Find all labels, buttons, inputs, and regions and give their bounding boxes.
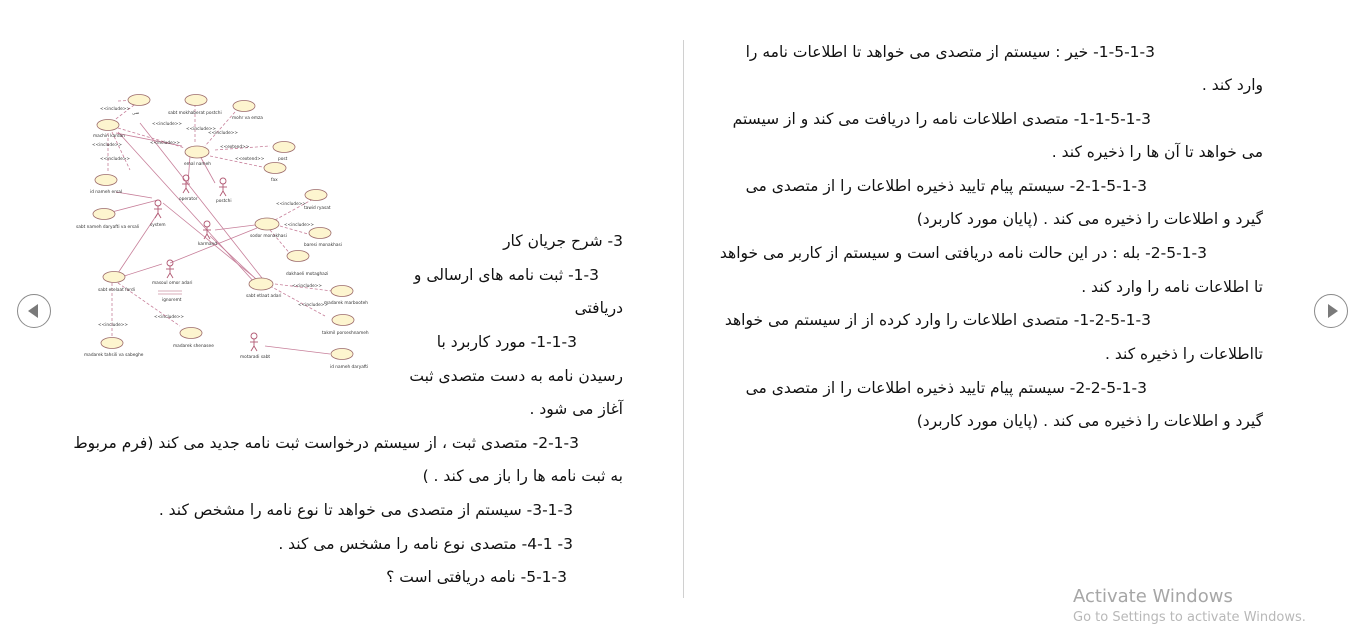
svg-text:system: system: [150, 223, 166, 228]
svg-text:post: post: [278, 157, 288, 162]
text-line: دریافتی: [574, 299, 623, 317]
text-line: 3-1-3- سیستم از متصدی می خواهد تا نوع نامه را مشخص کند .: [158, 501, 573, 519]
previous-page-button[interactable]: [17, 294, 51, 328]
svg-text:dakhaeli motaghazi: dakhaeli motaghazi: [286, 272, 329, 277]
svg-text:<<include>>: <<include>>: [298, 303, 328, 308]
text-line: گیرد و اطلاعات را ذخیره می کند . (پایان مورد کاربرد): [916, 210, 1263, 228]
text-line: 2-2-5-1-3- سیستم پیام تایید ذخیره اطلاعات را از متصدی می: [745, 379, 1147, 397]
svg-text:madarek shenasee: madarek shenasee: [173, 344, 214, 349]
text-line: وارد کند .: [1201, 76, 1263, 94]
svg-text:madarek tahsili va sabeghe: madarek tahsili va sabeghe: [84, 353, 144, 358]
chevron-right-icon: [1328, 304, 1338, 318]
left-page: [0, 0, 683, 620]
next-page-button[interactable]: [1314, 294, 1348, 328]
text-line: 1-2-5-1-3- متصدی اطلاعات را وارد کرده از از سیستم می خواهد: [724, 311, 1151, 329]
chevron-left-icon: [28, 304, 38, 318]
svg-text:<<include>>: <<include>>: [92, 143, 122, 148]
svg-text:id nameh daryafti: id nameh daryafti: [330, 365, 369, 370]
text-line: 1-3- ثبت نامه های ارسالی و: [413, 266, 599, 284]
activate-windows-title: Activate Windows: [1073, 586, 1233, 607]
svg-text:fax: fax: [271, 178, 278, 183]
svg-text:<<extend>>: <<extend>>: [235, 157, 265, 162]
text-line: گیرد و اطلاعات را ذخیره می کند . (پایان مورد کاربرد): [916, 412, 1263, 430]
text-line: به ثبت نامه ها را باز می کند . ): [422, 467, 623, 485]
svg-text:<<include>>: <<include>>: [186, 127, 216, 132]
text-line: 5-1-3- نامه دریافتی است ؟: [386, 568, 567, 586]
svg-text:<<include>>: <<include>>: [150, 141, 180, 146]
use-case-diagram: [70, 88, 370, 378]
text-line: 2-5-1-3- بله : در این حالت نامه دریافتی است و سیستم از کاربر می خواهد: [719, 244, 1207, 262]
svg-text:tawid ryasat: tawid ryasat: [304, 206, 331, 211]
svg-text:<<include>>: <<include>>: [98, 323, 128, 328]
text-line: 2-1-3- متصدی ثبت ، از سیستم درخواست ثبت نامه جدید می کند (فرم مربوط: [73, 434, 579, 452]
text-line: 1-1-5-1-3- متصدی اطلاعات نامه را دریافت می کند و از سیستم: [732, 110, 1151, 128]
svg-text:emal nameh: emal nameh: [184, 162, 211, 167]
svg-text:mohr va emza: mohr va emza: [232, 116, 263, 121]
text-line: 1-1-3- مورد کاربرد با: [436, 333, 577, 351]
svg-text:<<include>>: <<include>>: [100, 107, 130, 112]
svg-text:machin kardan: machin kardan: [93, 134, 126, 139]
svg-text:operator: operator: [179, 197, 198, 202]
svg-text:madarek marbooteh: madarek marbooteh: [324, 301, 368, 306]
text-line: 3- 4-1- متصدی نوع نامه را مشخس می کند .: [278, 535, 573, 553]
svg-text:sabt mokhaberat postchi: sabt mokhaberat postchi: [168, 111, 222, 116]
text-line: تااطلاعات را ذخیره کند .: [1105, 345, 1263, 363]
text-line: آغاز می شود .: [529, 400, 623, 418]
svg-text:<<include>>: <<include>>: [100, 157, 130, 162]
svg-text:منی: منی: [132, 111, 140, 116]
svg-text:<<include>>: <<include>>: [292, 284, 322, 289]
svg-text:baresi monakhasi: baresi monakhasi: [304, 243, 342, 248]
text-line: تا اطلاعات نامه را وارد کند .: [1081, 278, 1263, 296]
svg-text:<<include>>: <<include>>: [208, 131, 238, 136]
section-heading: 3- شرح جریان کار: [503, 232, 623, 250]
svg-text:id nameh ersal: id nameh ersal: [90, 190, 123, 195]
svg-text:ignoremt: ignoremt: [162, 298, 182, 303]
svg-text:takmil porseshnameh: takmil porseshnameh: [322, 331, 369, 336]
svg-text:sodor monakhasi: sodor monakhasi: [250, 234, 287, 239]
svg-text:postchi: postchi: [216, 199, 232, 204]
svg-text:<<include>>: <<include>>: [276, 202, 306, 207]
activate-windows-subtitle: Go to Settings to activate Windows.: [1073, 610, 1306, 625]
svg-text:sabt etelaat fardi: sabt etelaat fardi: [98, 288, 135, 293]
text-line: رسیدن نامه به دست متصدی ثبت: [409, 367, 623, 385]
text-line: 1-5-1-3- خیر : سیستم از متصدی می خواهد تا اطلاعات نامه را: [745, 43, 1155, 61]
svg-text:sabt nameh daryafti va ersali: sabt nameh daryafti va ersali: [76, 225, 140, 230]
svg-text:<<include>>: <<include>>: [284, 223, 314, 228]
svg-text:masoul omor adari: masoul omor adari: [152, 281, 193, 286]
text-line: می خواهد تا آن ها را ذخیره کند .: [1051, 143, 1263, 161]
svg-text:<<include>>: <<include>>: [154, 315, 184, 320]
svg-text:sabt etlaat adari: sabt etlaat adari: [246, 294, 282, 299]
svg-text:motaradi sabt: motaradi sabt: [240, 355, 271, 360]
svg-text:<<include>>: <<include>>: [152, 122, 182, 127]
svg-text:karmand: karmand: [198, 242, 218, 247]
right-page: [684, 0, 1365, 620]
svg-text:<<extend>>: <<extend>>: [220, 145, 250, 150]
text-line: 2-1-5-1-3- سیستم پیام تایید ذخیره اطلاعات را از متصدی می: [745, 177, 1147, 195]
